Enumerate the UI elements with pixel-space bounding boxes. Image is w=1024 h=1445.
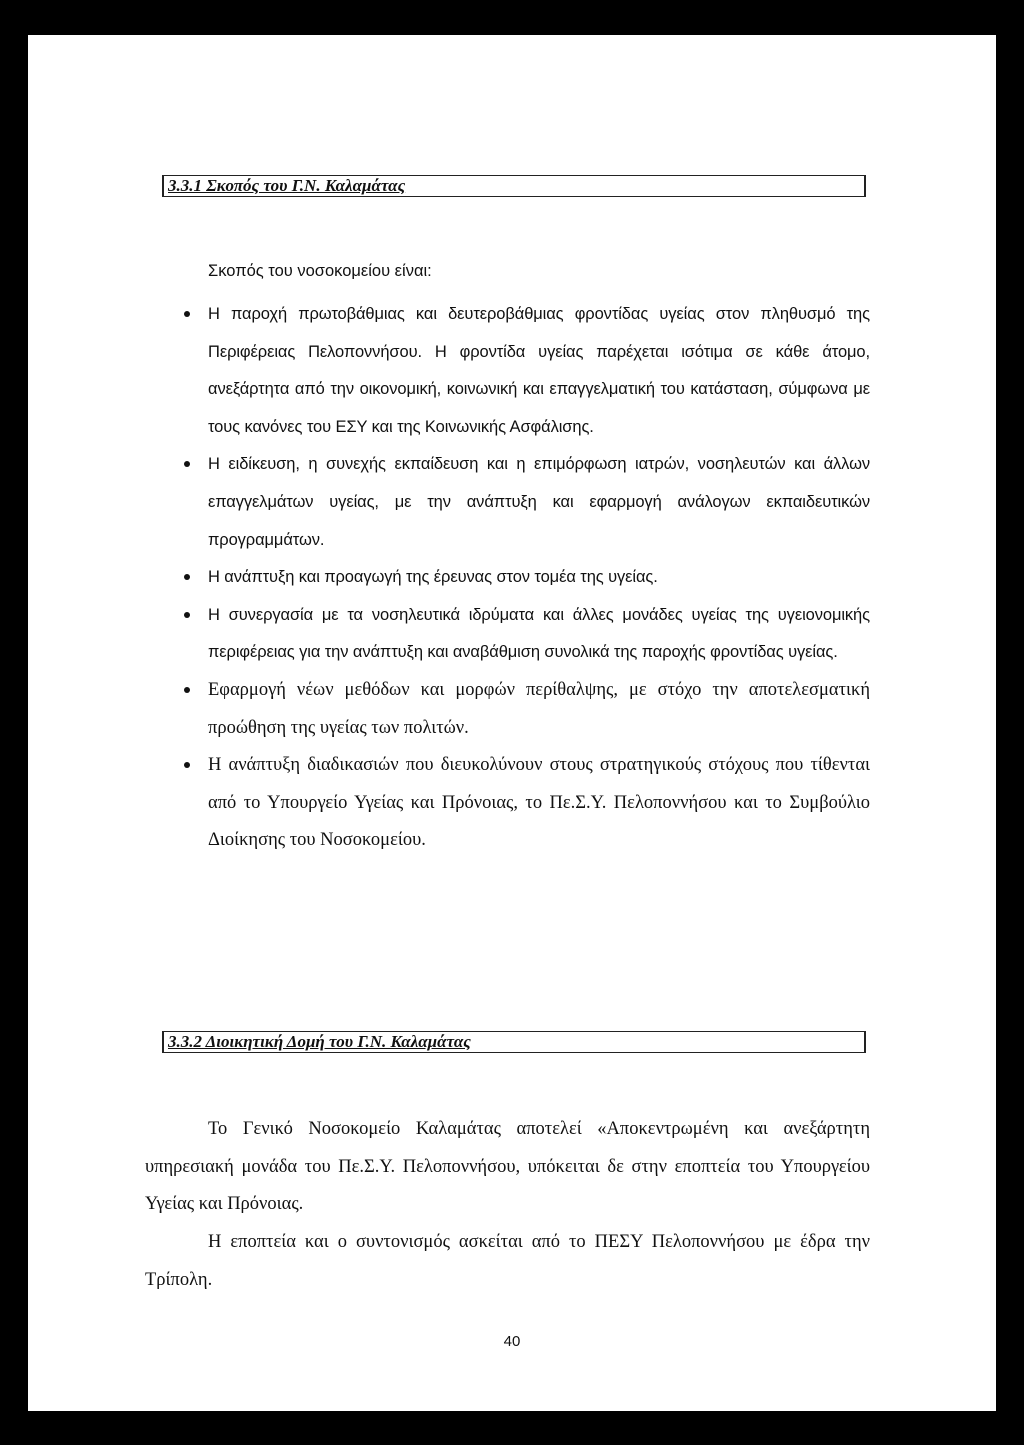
page-number: 40 — [503, 1333, 521, 1350]
section-heading-box — [162, 1031, 866, 1053]
list-item: Η ανάπτυξη και προαγωγή της έρευνας στον τομέα της υγείας. — [208, 559, 870, 597]
goals-list — [208, 296, 870, 860]
list-item: Η ανάπτυξη διαδικασιών που διευκολύνουν στους στρατηγικούς στόχους που τίθενται από το Υπουργείο Υγείας και Πρόνοιας, το Πε.Σ.Υ. Πελοποννήσου και το Συμβούλιο Διοίκησης του Νοσοκομείου. — [208, 747, 870, 860]
list-item: Η συνεργασία με τα νοσηλευτικά ιδρύματα και άλλες μονάδες υγείας της υγειονομικής περιφέρειας για την ανάπτυξη και αναβάθμιση συνολικά της παροχής φροντίδας υγείας. — [208, 597, 870, 672]
section-heading-box — [162, 175, 866, 197]
document-page — [28, 35, 996, 1411]
list-item: Η ειδίκευση, η συνεχής εκπαίδευση και η επιμόρφωση ιατρών, νοσηλευτών και άλλων επαγγελμάτων υγείας, με την ανάπτυξη και εφαρμογή ανάλογων εκπαιδευτικών προγραμμάτων. — [208, 446, 870, 559]
section-heading: 3.3.1 Σκοπός του Γ.Ν. Καλαμάτας — [168, 176, 406, 195]
list-item: Εφαρμογή νέων μεθόδων και μορφών περίθαλψης, με στόχο την αποτελεσματική προώθηση της υγείας των πολιτών. — [208, 672, 870, 747]
list-item: Η παροχή πρωτοβάθμιας και δευτεροβάθμιας φροντίδας υγείας στον πληθυσμό της Περιφέρειας Πελοποννήσου. Η φροντίδα υγείας παρέχεται ισότιμα σε κάθε άτομο, ανεξάρτητα από την οικονομική, κοινωνική και επαγγελματική του κατάσταση, σύμφωνα με τους κανόνες του ΕΣΥ και της Κοινωνικής Ασφάλισης. — [208, 296, 870, 446]
section-heading: 3.3.2 Διοικητική Δομή του Γ.Ν. Καλαμάτας — [168, 1032, 471, 1051]
intro-text: Σκοπός του νοσοκομείου είναι: — [208, 262, 432, 280]
paragraph: Η εποπτεία και ο συντονισμός ασκείται από το ΠΕΣΥ Πελοποννήσου με έδρα την Τρίπολη. — [145, 1232, 870, 1290]
paragraph: Το Γενικό Νοσοκομείο Καλαμάτας αποτελεί «Αποκεντρωμένη και ανεξάρτητη υπηρεσιακή μονάδα του Πε.Σ.Υ. Πελοποννήσου, υπόκειται δε στην εποπτεία του Υπουργείου Υγείας και Πρόνοιας. — [145, 1119, 870, 1214]
